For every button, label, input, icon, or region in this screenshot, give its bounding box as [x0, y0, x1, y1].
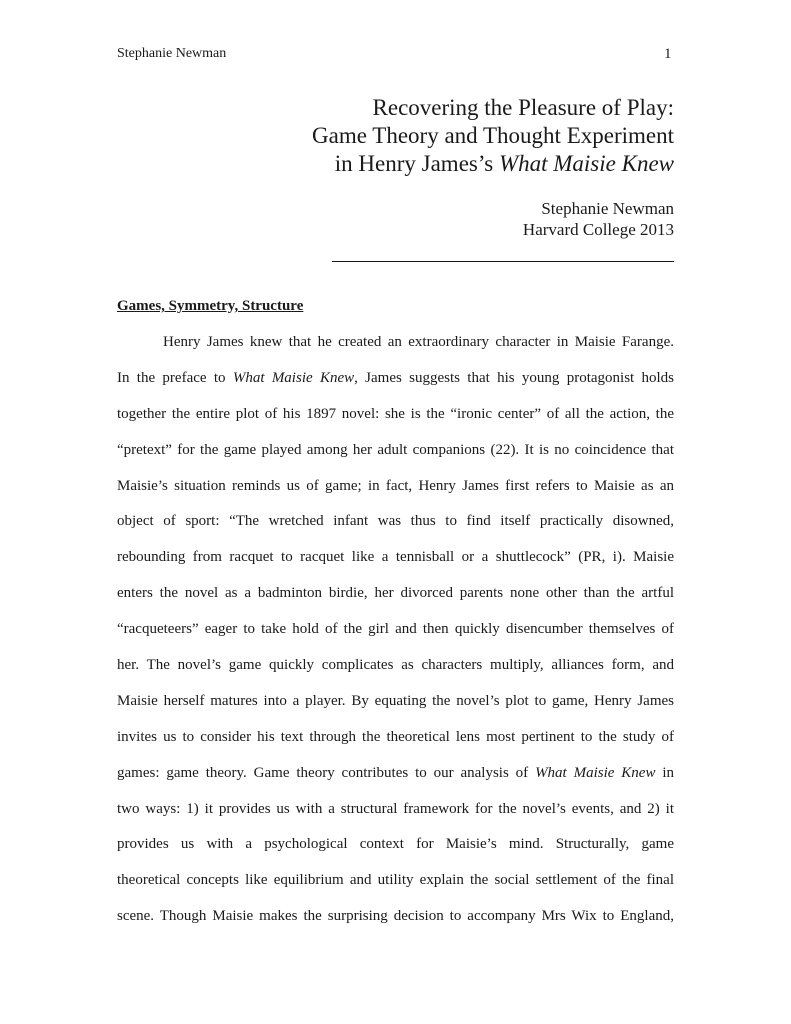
body-line-text: theoretical concepts like equilibrium and utility explain the social settlement of the final	[117, 872, 674, 889]
page-number: 1	[664, 46, 672, 62]
body-line-text: “racqueteers” eager to take hold of the girl and then quickly disencumber themselves of	[117, 621, 674, 638]
body-line	[117, 368, 674, 404]
body-line-text: In the preface to	[117, 369, 233, 386]
title-line-3	[312, 150, 674, 178]
body-line	[117, 799, 674, 835]
body-line	[117, 655, 674, 691]
body-line-text: Maisie’s situation reminds us of game; in fact, Henry James first refers to Maisie as an	[117, 477, 674, 494]
body-line	[117, 404, 674, 440]
title-line-3-prefix: in Henry James’s	[334, 151, 499, 176]
body-paragraph	[117, 332, 674, 942]
body-line-text: “pretext” for the game played among her adult companions (22). It is no coincidence that	[117, 441, 674, 458]
body-line-italic: What Maisie Knew	[232, 369, 355, 386]
body-line-text: , James suggests that his young protagonist holds	[354, 369, 675, 386]
body-line	[117, 834, 674, 870]
body-line	[117, 476, 674, 512]
body-line-text: in	[655, 764, 675, 781]
body-line-text: object of sport: “The wretched infant was thus to find itself practically disowned,	[117, 513, 674, 530]
author-block	[523, 198, 674, 240]
body-line	[117, 583, 674, 619]
body-line	[117, 619, 674, 655]
body-line-text: enters the novel as a badminton birdie, her divorced parents none other than the artful	[117, 585, 674, 602]
body-line	[117, 691, 674, 727]
body-line-text: together the entire plot of his 1897 novel: she is the “ironic center” of all the action, the	[117, 405, 674, 422]
body-line	[117, 332, 674, 368]
body-line-text: provides us with a psychological context for Maisie’s mind. Structurally, game	[117, 836, 674, 853]
body-line-text: scene. Though Maisie makes the surprising decision to accompany Mrs Wix to England,	[117, 908, 674, 925]
title-line-3-italic: What Maisie Knew	[498, 151, 674, 176]
title-line-2: Game Theory and Thought Experiment	[312, 123, 674, 148]
body-line-text: two ways: 1) it provides us with a structural framework for the novel’s events, and 2) it	[117, 800, 674, 817]
body-line	[117, 440, 674, 476]
body-line-text: her. The novel’s game quickly complicates as characters multiply, alliances form, and	[117, 657, 674, 674]
section-heading: Games, Symmetry, Structure	[117, 298, 304, 314]
paper-title	[312, 94, 674, 178]
running-head: Stephanie Newman	[117, 46, 227, 61]
body-line-text: Maisie herself matures into a player. By equating the novel’s plot to game, Henry James	[117, 692, 674, 709]
body-line-text: rebounding from racquet to racquet like a tennisball or a shuttlecock” (PR, i). Maisie	[117, 549, 674, 566]
body-line	[117, 547, 674, 583]
body-line-italic: What Maisie Knew	[535, 764, 656, 781]
author-affiliation: Harvard College 2013	[522, 220, 674, 239]
divider-rule	[332, 261, 674, 262]
body-line	[117, 906, 674, 942]
body-line-text: Henry James knew that he created an extraordinary character in Maisie Farange.	[163, 334, 674, 350]
body-line	[117, 870, 674, 906]
body-line-text: games: game theory. Game theory contributes to our analysis of	[117, 764, 536, 781]
author-name: Stephanie Newman	[541, 199, 674, 218]
title-line-1: Recovering the Pleasure of Play:	[372, 95, 674, 120]
body-line-text: invites us to consider his text through the theoretical lens most pertinent to the study of	[117, 728, 674, 745]
body-line	[117, 511, 674, 547]
body-line	[117, 763, 674, 799]
body-line	[117, 727, 674, 763]
